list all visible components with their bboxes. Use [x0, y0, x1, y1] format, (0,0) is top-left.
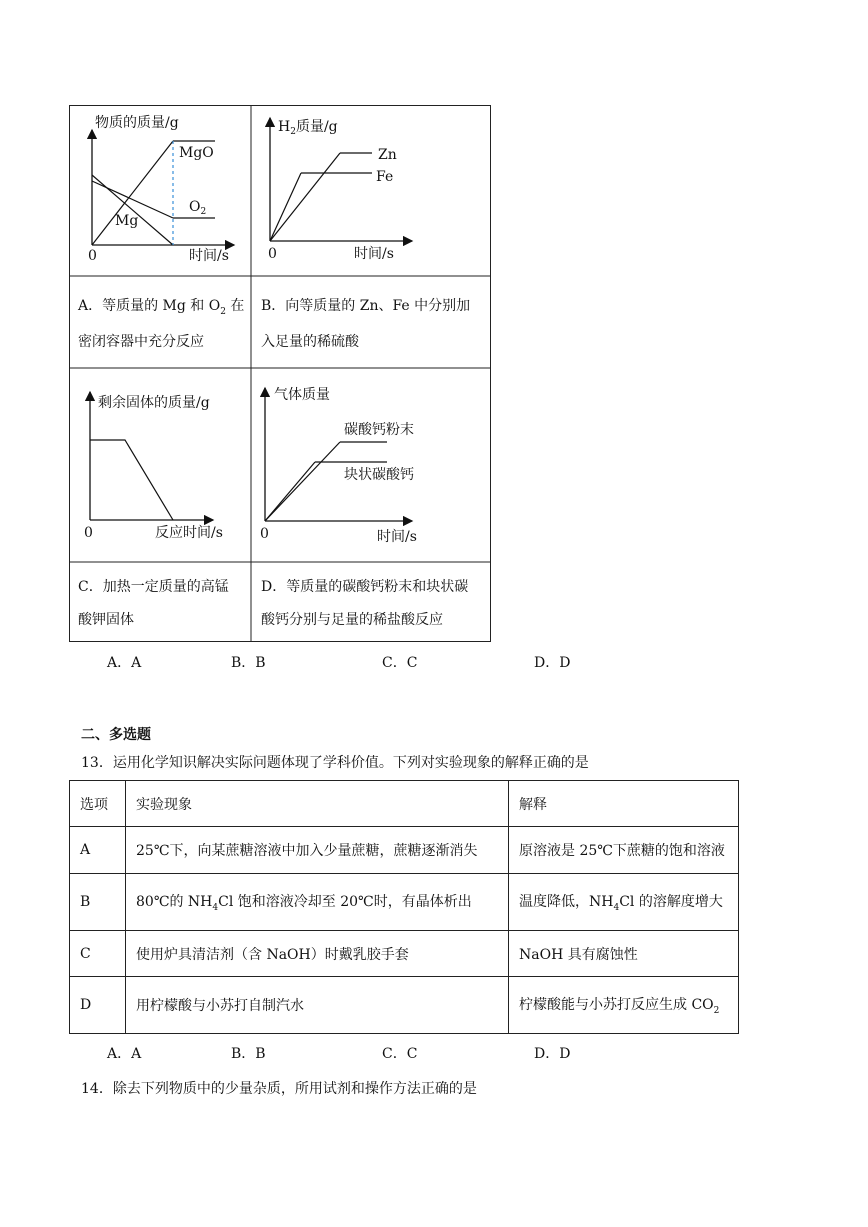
q13-text: 13．运用化学知识解决实际问题体现了学科价值。下列对实验现象的解释正确的是	[81, 755, 589, 771]
caption-a-line1: A．等质量的 Mg 和 $O_2$ 在	[78, 298, 245, 317]
table-row	[70, 874, 739, 931]
row-d-explanation: 柠檬酸能与小苏打反应生成 $CO_2$	[509, 977, 739, 1034]
graph-d-powder-line	[265, 462, 315, 521]
graph-a-label-mgo: MgO	[179, 145, 214, 161]
caption-d-line2: 酸钙分别与足量的稀盐酸反应	[261, 612, 443, 628]
row-c-explanation: NaOH 具有腐蚀性	[509, 931, 739, 977]
graph-b	[268, 118, 412, 262]
section-title: 二、多选题	[81, 727, 151, 743]
graph-b-label-zn: Zn	[378, 147, 397, 163]
graph-b-ylabel: $H_2$质量/g	[278, 119, 338, 137]
row-c-option: C	[70, 931, 126, 977]
q12-option-b[interactable]: B．B	[231, 655, 266, 671]
q14-text: 14．除去下列物质中的少量杂质，所用试剂和操作方法正确的是	[81, 1081, 477, 1097]
q12-option-c[interactable]: C．C	[382, 655, 418, 671]
q13-table	[69, 780, 739, 1034]
graph-a-mg-line	[92, 175, 173, 245]
caption-b-line2: 入足量的稀硫酸	[261, 334, 359, 350]
graph-a	[88, 114, 234, 264]
table-header-row	[70, 781, 739, 827]
graph-a-label-mg: Mg	[115, 213, 139, 229]
header-option: 选项	[70, 781, 126, 827]
graph-d-block-line	[265, 442, 340, 521]
row-d-option: D	[70, 977, 126, 1034]
caption-b-line1: B．向等质量的 Zn、Fe 中分别加	[261, 298, 471, 314]
graph-b-xlabel: 时间/s	[354, 246, 394, 262]
row-b-phenomenon: 80℃的 $NH_4Cl$ 饱和溶液冷却至 20℃时，有晶体析出	[126, 874, 509, 931]
graph-c	[84, 392, 223, 541]
graph-c-origin: 0	[84, 525, 93, 541]
row-b-option: B	[70, 874, 126, 931]
caption-c-line1: C．加热一定质量的高锰	[78, 579, 229, 595]
table-row	[70, 977, 739, 1034]
graph-d-xlabel: 时间/s	[377, 529, 417, 545]
graph-options-table	[69, 105, 491, 642]
graph-a-ylabel: 物质的质量/g	[95, 115, 179, 131]
graph-table-svg	[69, 105, 491, 642]
q12-option-d[interactable]: D．D	[534, 655, 571, 671]
row-a-phenomenon: 25℃下，向某蔗糖溶液中加入少量蔗糖，蔗糖逐渐消失	[126, 827, 509, 874]
graph-b-label-fe: Fe	[376, 169, 394, 185]
row-b-explanation: 温度降低，$NH_4Cl$ 的溶解度增大	[509, 874, 739, 931]
graph-d	[260, 386, 417, 545]
table-row	[70, 827, 739, 874]
graph-a-origin: 0	[88, 248, 97, 264]
graph-c-xlabel: 反应时间/s	[155, 525, 223, 541]
caption-d-line1: D．等质量的碳酸钙粉末和块状碳	[261, 579, 469, 595]
graph-a-xlabel: 时间/s	[189, 248, 229, 264]
q13-option-b[interactable]: B．B	[231, 1046, 266, 1062]
q13-option-c[interactable]: C．C	[382, 1046, 418, 1062]
header-phenomenon: 实验现象	[126, 781, 509, 827]
table-grid	[69, 105, 491, 642]
graph-b-origin: 0	[268, 246, 277, 262]
graph-a-mgo-line	[92, 141, 173, 245]
header-explanation: 解释	[509, 781, 739, 827]
q12-option-a[interactable]: A．A	[107, 655, 142, 671]
graph-d-origin: 0	[260, 526, 269, 542]
row-c-phenomenon: 使用炉具清洁剂（含 NaOH）时戴乳胶手套	[126, 931, 509, 977]
table-row	[70, 931, 739, 977]
graph-b-zn-line	[270, 153, 340, 241]
q13-option-d[interactable]: D．D	[534, 1046, 571, 1062]
q13-option-a[interactable]: A．A	[107, 1046, 142, 1062]
graph-d-label-powder: 碳酸钙粉末	[344, 422, 414, 438]
row-d-phenomenon: 用柠檬酸与小苏打自制汽水	[126, 977, 509, 1034]
row-a-explanation: 原溶液是 25℃下蔗糖的饱和溶液	[509, 827, 739, 874]
graph-c-ylabel: 剩余固体的质量/g	[98, 395, 210, 411]
caption-a-line2: 密闭容器中充分反应	[78, 334, 204, 350]
graph-a-label-o2: $O_2$	[189, 199, 207, 217]
caption-c-line2: 酸钾固体	[78, 612, 134, 628]
graph-d-label-block: 块状碳酸钙	[344, 467, 414, 483]
row-a-option: A	[70, 827, 126, 874]
graph-c-mass-line	[90, 440, 173, 520]
graph-d-ylabel: 气体质量	[274, 387, 330, 403]
